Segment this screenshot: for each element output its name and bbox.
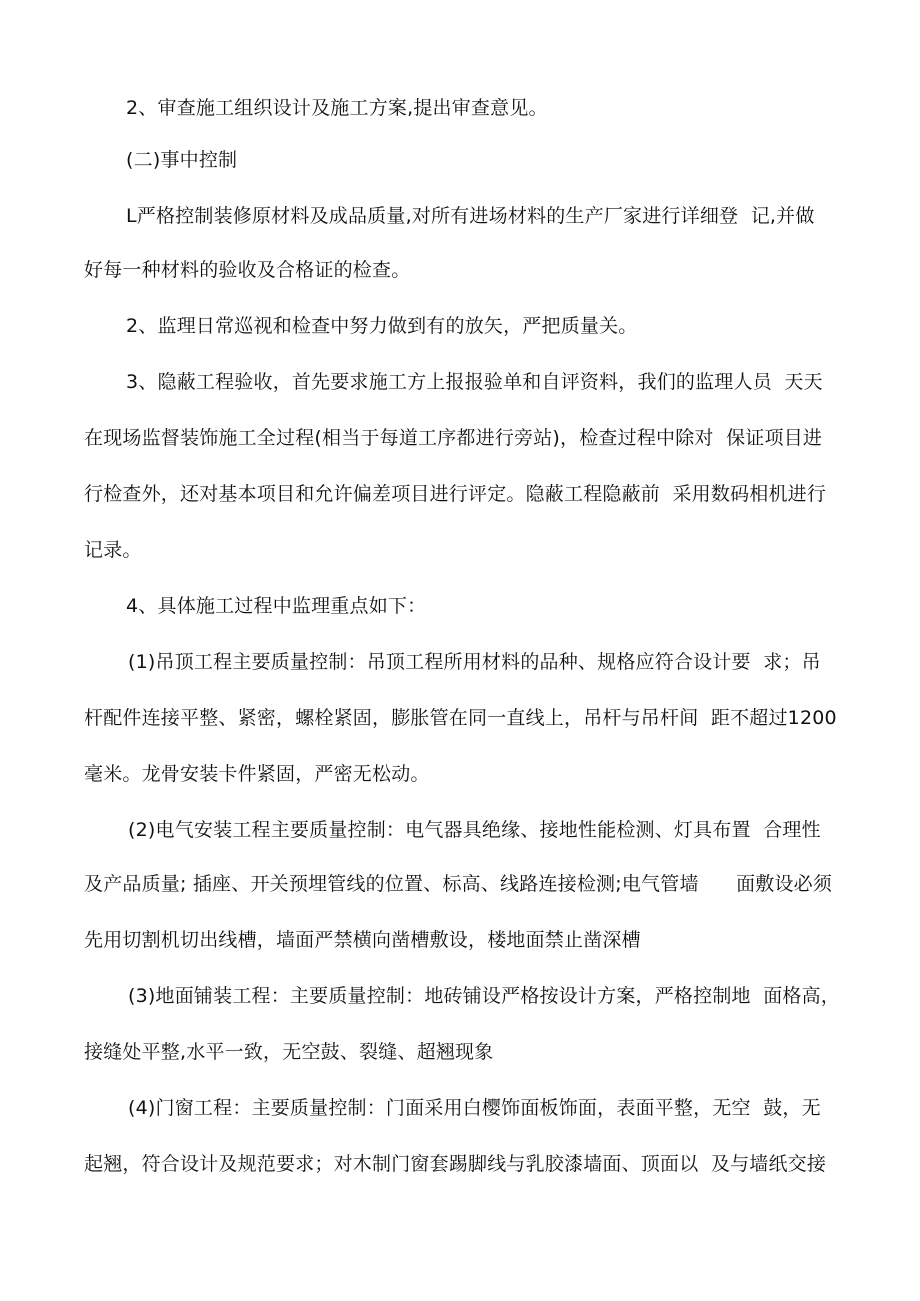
text-line-5: 2、监理日常巡视和检查中努力做到有的放矢，严把质量关。 (126, 315, 638, 337)
text-line-4: 好每一种材料的验收及合格证的检查。 (84, 259, 411, 281)
text-line-6: 3、隐蔽工程验收，首先要求施工方上报报验单和自评资料，我们的监理人员 天天 (126, 371, 823, 393)
text-line-19: (4)门窗工程：主要质量控制：门面采用白樱饰面板饰面，表面平整，无空 鼓，无 (128, 1097, 821, 1119)
text-line-3: L严格控制装修原材料及成品质量,对所有进场材料的生产厂家进行详细登 记,并做 (126, 205, 815, 227)
text-line-11: (1)吊顶工程主要质量控制：吊顶工程所用材料的品种、规格应符合设计要 求；吊 (128, 651, 821, 673)
text-line-18: 接缝处平整,水平一致，无空鼓、裂缝、超翘现象 (84, 1041, 494, 1063)
text-line-13: 毫米。龙骨安装卡件紧固，严密无松动。 (84, 763, 430, 785)
text-line-15: 及产品质量; 插座、开关预埋管线的位置、标高、线路连接检测;电气管墙 面敷设必须 (84, 873, 833, 895)
section-heading-in-process-control: (二)事中控制 (126, 149, 238, 171)
text-line-16: 先用切割机切出线槽，墙面严禁横向凿槽敷设，楼地面禁止凿深槽 (84, 929, 641, 951)
text-line-8: 行检查外，还对基本项目和允许偏差项目进行评定。隐蔽工程隐蔽前 采用数码相机进行 (84, 483, 827, 505)
text-line-1: 2、审查施工组织设计及施工方案,提出审查意见。 (126, 97, 548, 119)
text-line-9: 记录。 (84, 539, 142, 561)
text-line-20: 起翘，符合设计及规范要求；对木制门窗套踢脚线与乳胶漆墙面、顶面以 及与墙纸交接 (84, 1153, 827, 1175)
text-line-14: (2)电气安装工程主要质量控制：电气器具绝缘、接地性能检测、灯具布置 合理性 (128, 819, 821, 841)
text-line-12: 杆配件连接平整、紧密，螺栓紧固，膨胀管在同一直线上，吊杆与吊杆间 距不超过1200 (84, 707, 837, 729)
text-line-10: 4、具体施工过程中监理重点如下： (126, 595, 427, 617)
text-line-17: (3)地面铺装工程：主要质量控制：地砖铺设严格按设计方案，严格控制地 面格高， (128, 985, 840, 1007)
text-line-7: 在现场监督装饰施工全过程(相当于每道工序都进行旁站)，检查过程中除对 保证项目进 (84, 427, 823, 449)
